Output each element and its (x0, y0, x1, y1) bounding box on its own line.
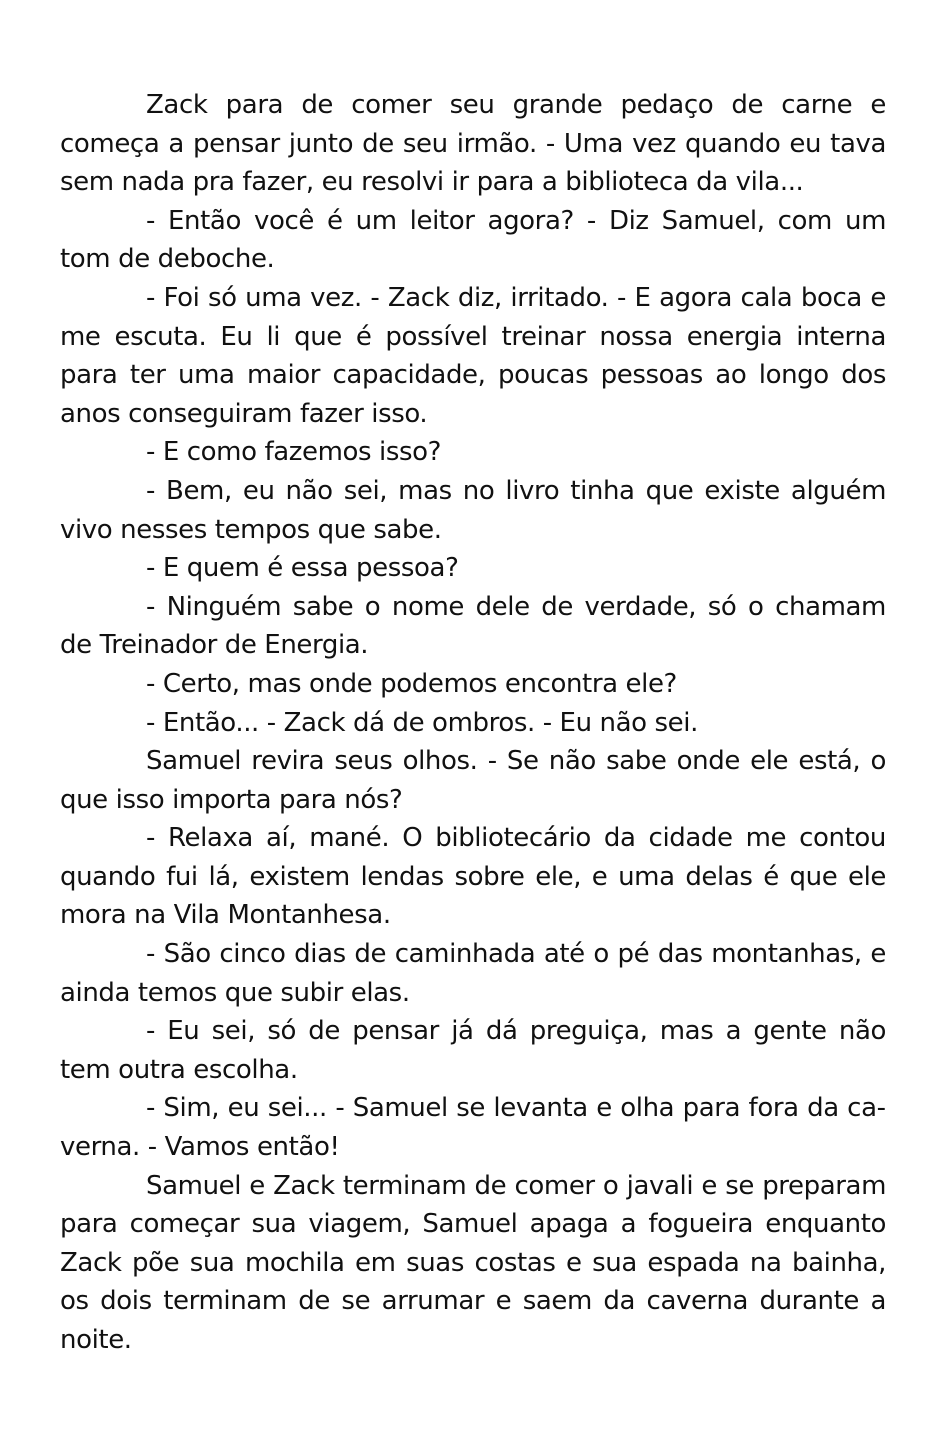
paragraph: - Certo, mas onde podemos encontra ele? (146, 668, 677, 699)
paragraph: Samuel e Zack terminam de comer o javali e se preparam para começar sua viagem, Samuel apaga a fogueira enquanto Zack põe sua mochila em suas costas e sua espada na bainha, os dois terminam de se arrumar e saem da caverna durante a noite. (60, 1170, 886, 1355)
paragraph: - E quem é essa pessoa? (146, 553, 459, 584)
paragraph: - E como fazemos isso? (146, 437, 442, 468)
paragraph: - Então você é um leitor agora? - Diz Samuel, com um tom de deboche. (60, 205, 886, 275)
paragraph: - Foi só uma vez. - Zack diz, irritado. - E agora cala boca e me escuta. Eu li que é possível treinar nossa energia interna para ter uma maior capacidade, poucas pessoas ao longo dos anos conseguiram fazer isso. (60, 282, 886, 429)
paragraph: Zack para de comer seu grande pedaço de carne e começa a pensar junto de seu irmão. - Uma vez quando eu tava sem nada pra fazer, eu resolvi ir para a biblioteca da vila... (60, 90, 886, 198)
paragraph: Samuel revira seus olhos. - Se não sabe onde ele está, o que isso importa para nós? (60, 746, 886, 815)
paragraph: - Então... - Zack dá de ombros. - Eu não sei. (146, 707, 698, 738)
paragraph: - São cinco dias de caminhada até o pé das montanhas, e ainda temos que subir elas. (60, 939, 886, 1008)
paragraph: - Eu sei, só de pensar já dá preguiça, mas a gente não tem outra escolha. (60, 1016, 886, 1085)
paragraph: - Ninguém sabe o nome dele de verdade, só o chamam de Treinador de Energia. (60, 591, 886, 661)
book-page (60, 86, 886, 1360)
paragraph: - Relaxa aí, mané. O bibliotecário da cidade me contou quando fui lá, existem lendas sobre ele, e uma delas é que ele mora na Vila Montanhesa. (60, 823, 886, 931)
paragraph: - Sim, eu sei... - Samuel se levanta e olha para fora da caverna. - Vamos então! (60, 1093, 886, 1163)
paragraph: - Bem, eu não sei, mas no livro tinha que existe alguém vivo nesses tempos que sabe. (60, 475, 886, 545)
